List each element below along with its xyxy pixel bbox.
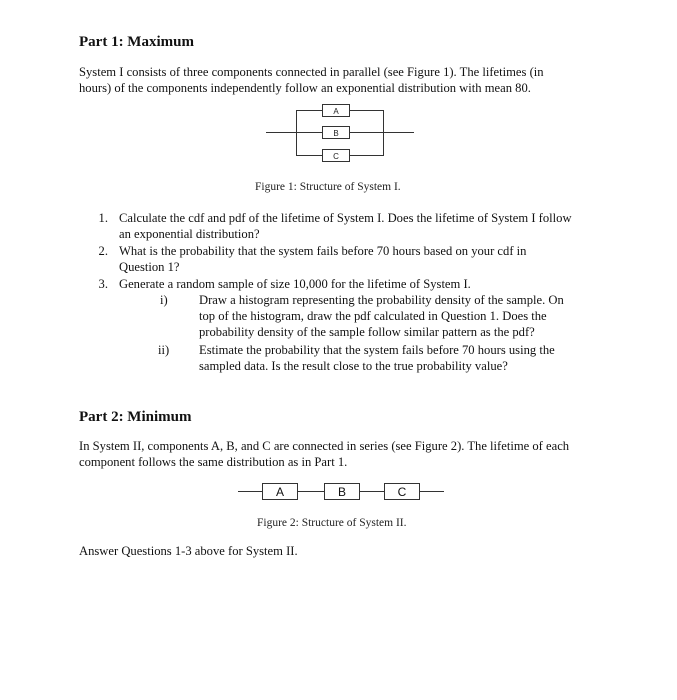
question-3-number: 3.	[98, 277, 108, 291]
subquestion-ii-line1: Estimate the probability that the system fails before 70 hours using the	[199, 343, 555, 357]
fig2-label-c: C	[397, 485, 407, 499]
fig2-label-a: A	[275, 485, 285, 499]
fig1-label-c: C	[333, 152, 339, 161]
part2-intro-line2: component follows the same distribution as in Part 1.	[79, 455, 348, 469]
subquestion-i-number: i)	[160, 293, 168, 307]
subquestion-i-line2: top of the histogram, draw the pdf calculated in Question 1. Does the	[199, 309, 547, 323]
question-1-line1: Calculate the cdf and pdf of the lifetime of System I. Does the lifetime of System I follow	[119, 211, 572, 225]
figure2-series-diagram	[236, 481, 446, 503]
part2-intro-line1: In System II, components A, B, and C are connected in series (see Figure 2). The lifetime of each	[79, 439, 570, 453]
question-1-line2: an exponential distribution?	[119, 227, 260, 241]
part1-heading: Part 1: Maximum	[79, 34, 194, 50]
subquestion-ii-line2: sampled data. Is the result close to the true probability value?	[199, 359, 508, 373]
part2-heading: Part 2: Minimum	[79, 409, 192, 425]
question-2-number: 2.	[98, 244, 108, 258]
question-1-number: 1.	[98, 211, 108, 225]
figure2-caption: Figure 2: Structure of System II.	[257, 517, 407, 529]
question-2-line1: What is the probability that the system fails before 70 hours based on your cdf in	[119, 244, 527, 258]
subquestion-i-line1: Draw a histogram representing the probability density of the sample. On	[199, 293, 564, 307]
part1-intro-line1: System I consists of three components connected in parallel (see Figure 1). The lifetimes (in	[79, 65, 544, 79]
fig1-label-b: B	[333, 129, 339, 138]
part1-intro-line2: hours) of the components independently follow an exponential distribution with mean 80.	[79, 81, 531, 95]
question-2-line2: Question 1?	[119, 260, 180, 274]
question-3-line1: Generate a random sample of size 10,000 for the lifetime of System I.	[119, 277, 471, 291]
fig1-label-a: A	[333, 107, 339, 116]
figure1-caption: Figure 1: Structure of System I.	[255, 181, 401, 193]
fig2-label-b: B	[337, 485, 347, 499]
figure1-parallel-diagram	[260, 100, 420, 168]
subquestion-ii-number: ii)	[158, 343, 170, 357]
part2-answer-instruction: Answer Questions 1-3 above for System II.	[79, 544, 298, 558]
subquestion-i-line3: probability density of the sample follow similar pattern as the pdf?	[199, 325, 535, 339]
